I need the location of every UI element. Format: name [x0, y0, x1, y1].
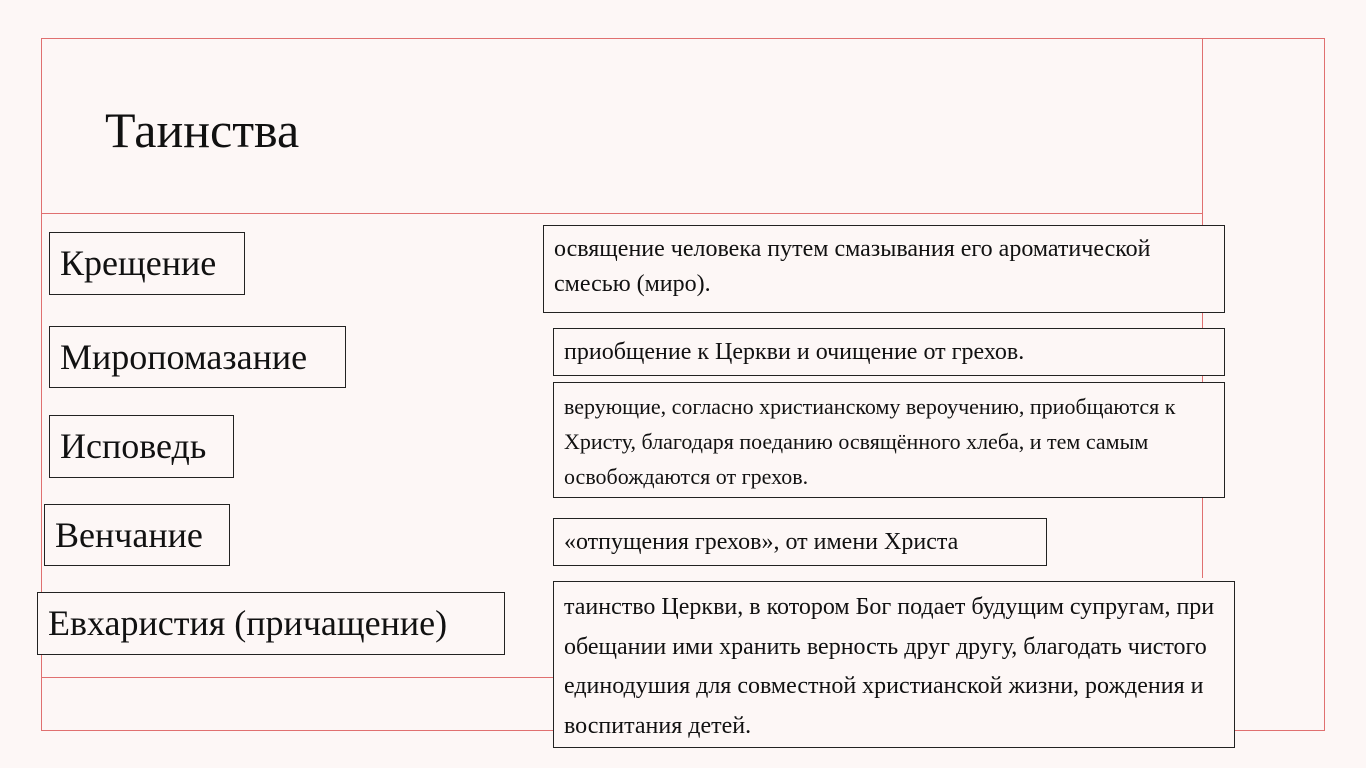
term-box-wedding[interactable]: Венчание [44, 504, 230, 566]
slide-title: Таинства [105, 102, 300, 158]
definition-box-3[interactable]: верующие, согласно христианскому вероучению, приобщаются к Христу, благодаря поеданию освящённого хлеба, и тем самым освобождаются от грехов. [553, 382, 1225, 498]
term-box-baptism[interactable]: Крещение [49, 232, 245, 295]
definition-box-2[interactable]: приобщение к Церкви и очищение от грехов. [553, 328, 1225, 376]
layout-guide-horizontal-top [42, 213, 1202, 214]
term-box-chrismation[interactable]: Миропомазание [49, 326, 346, 388]
term-box-eucharist[interactable]: Евхаристия (причащение) [37, 592, 505, 655]
definition-box-1[interactable]: освящение человека путем смазывания его ароматической смесью (миро). [543, 225, 1225, 313]
definition-box-5[interactable]: таинство Церкви, в котором Бог подает будущим супругам, при обещании ими хранить верность друг другу, благодать чистого единодушия для совместной христианской жизни, рождения и воспитания детей. [553, 581, 1235, 748]
term-box-confession[interactable]: Исповедь [49, 415, 234, 478]
layout-guide-horizontal-bottom [42, 677, 554, 678]
definition-box-4[interactable]: «отпущения грехов», от имени Христа [553, 518, 1047, 566]
